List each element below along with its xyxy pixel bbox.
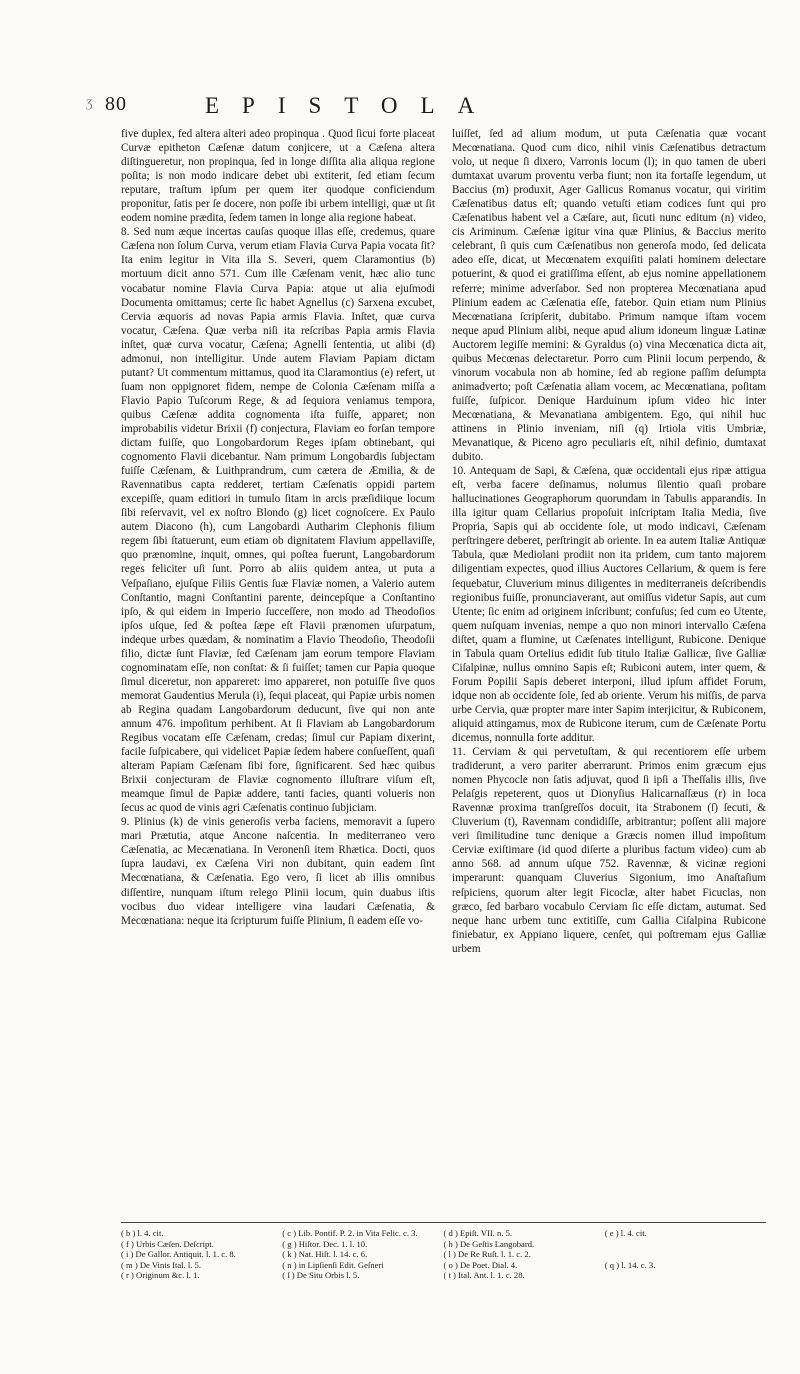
running-title: EPISTOLA bbox=[205, 93, 498, 118]
paragraph: five duplex, fed altera alteri adeo propinqua . Quod ſicui forte placeat Curvæ epitheton Cæſenæ datum conjicere, ut a Cæſena altera diſtingueretur, non propinqua, ſed in longe diſſita alia aliqua regione poſita; is non modo indicare debet ubi extiterit, ſed etiam ſecum reputare, traſtum ipſum per quem iter quodque conficiendum proponitur, ſatis per ſe docere, non poſſe ibi urbem intelligi, quæ ut ſit eodem nomine prædita, ſedem tamen in longe alia regione habeat. bbox=[121, 128, 435, 225]
footnote bbox=[605, 1270, 766, 1281]
footnote: ( l ) De Re Ruſt. l. 1. c. 2. bbox=[443, 1249, 531, 1260]
footnote: ( g ) Hiſtor. Dec. 1. l. 10. bbox=[282, 1238, 368, 1249]
footnote: ( ſ ) De Situ Orbis l. 5. bbox=[282, 1270, 360, 1281]
footnote-row bbox=[121, 1228, 766, 1239]
footnote: ( f ) Urbis Cæſen. Deſcript. bbox=[121, 1238, 214, 1249]
footnote bbox=[605, 1249, 766, 1260]
footnote: ( i ) De Gallor. Antiquit. l. 1. c. 8. bbox=[121, 1249, 236, 1260]
footnote-row bbox=[121, 1239, 766, 1250]
footnote: ( b ) l. 4. cit. bbox=[121, 1228, 164, 1238]
footnote: ( o ) De Poet. Dial. 4. bbox=[443, 1259, 518, 1270]
footnote-row bbox=[121, 1260, 766, 1271]
paragraph: luiſſet, ſed ad alium modum, ut puta Cæſenatia quæ vocant Mecœnatiana. Quod cum dico, nihil vinis Cæſenatibus detractum volo, ut neque ſi dixero, Varronis locum (l); in quo tamen de uberi dumtaxat uvarum proventu verba fiunt; non ita fortaſſe legendum, ut Baccius (m) produxit, Ager Gallicus Romanus vocatur, qui viritim Cæſenatibus datus eſt; quando vetuſti etiam codices ſunt qui pro Cæſenatibus habent vel a Cæſare, aut, ſicuti nunc editum (n) video, cis Ariminum. Cæſenæ igitur vina quæ Plinius, & Baccius merito celebrant, ſi quis cum Cæſenatibus non generoſa modo, ſed delicata adeo eſſe, dicat, ut Mecœnatem exquiſiti palati hominem delectare potuerint, & quod ei gratiſſima eſſent, ab ejus nomine appellationem referre; minime adverſabor. Sed non propterea Mecœnatiana apud Plinium eadem ac Cæſenatia eſſe, fatebor. Quin etiam num Plinius Mecœnatiana ſcripſerit, dubitabo. Primum namque iſtam vocem neque apud Plinium alibi, neque apud alium idoneum linguæ Latinæ Auctorem legiſſe memini: & Gyraldus (o) vina Mecœnatica dicta ait, quibus Mecœnas delectaretur. Porro cum Plinii locum perpendo, & vinorum vocabula non ab homine, ſed ab regione paſſim deſumpta animadverto; poſt Cæſenatia aliam vocem, ac Mecœnatiana, poſitam fuiſſe, ſuſpicor. Denique Harduinum ipſum video hic inter Mecœnatiana, & Mevanatiana ambigentem. Ego, qui nihil huc attinens in Plinio inveniam, niſi (q) Irtiola vitis Umbriæ, Mevanatique, & Piceno agro peculiaris eſt, nihil definio, dumtaxat dubito. bbox=[452, 128, 766, 464]
footnote: ( e ) l. 4. cit. bbox=[604, 1228, 647, 1238]
footnote: ( h ) De Geſtis Langobard. bbox=[443, 1238, 535, 1249]
footnote: ( t ) Ital. Ant. l. 1. c. 28. bbox=[443, 1270, 525, 1281]
footnote: ( d ) Epiſt. VII. n. 5. bbox=[443, 1228, 513, 1238]
corner-mark: Ʒ bbox=[86, 96, 93, 110]
footnote: ( m ) De Vinis Ital. l. 5. bbox=[121, 1259, 201, 1270]
footnote-row bbox=[121, 1249, 766, 1260]
left-column bbox=[121, 127, 435, 1209]
paragraph: 10. Antequam de Sapi, & Cæſena, quæ occidentali ejus ripæ attigua eſt, verba facere deſinamus, nolumus ſilentio quaſi probare hallucinationes Geographorum quorundam in Tabulis apparandis. In illa igitur quam Cellarius propoſuit inſcriptam Italia Media, ſive Propria, Sapis qui ab occidente ſole, ut modo indicavi, Cæſenam perſtringere deberet, perſtringit ab oriente. In ea autem Italiæ Antiquæ Tabula, quæ Mediolani prodiit non ita pridem, cum tanto majorem diligentiam expectes, quod illius Auctores Cellarium, & quem is fere ſequebatur, Cluverium minus diligentes in mediterraneis deſcribendis regionibus fuiſſe, pronunciaverant, aut omiſſus videtur Sapis, aut cum Utente; ſic enim ad originem inſcribunt; confuſus; ſed cum eo Utente, quem nuſquam invenias, nempe a quo non minori intervallo Cæſena diſtet, quam a flumine, ut Cæſenates intelligunt, Rubicone. Denique in Tabula quam Ortelius edidit ſub titulo Italiæ Gallicæ, ſive Galliæ Ciſalpinæ, nullus omnino Sapis eſt; Rubiconi autem, inter quem, & Forum Popilii Sapis deberet interponi, illud ipſum affidet Forum, idque non ab occidente ſole, ſed ab oriente. Verum his miſſis, de parva urbe Cervia, quæ propter mare inter Sapim interjicitur, & Rubiconem, aliquid attingamus, mox de Rubicone iterum, cum de Cæſenate Portu dicemus, nonnulla forte additur. bbox=[452, 465, 766, 745]
paragraph: 11. Cerviam & qui pervetuſtam, & qui recentiorem eſſe urbem tradiderunt, a vero pariter aberrarunt. Primos enim græcum ejus nomen Phycocle non ſatis adjuvat, quod ſi ipſi a Theſſalis illis, ſive Pelaſgis repeterent, quos ut Dionyſius Halicarnaſſæus (r) in loca Ravennæ proxima tranſgreſſos docuit, ita Strabonem (ſ) ſecuti, & Cluverium (t), Ravennam condidiſſe, arbitrantur; poſſent alii majore veri ſimilitudine tunc denique a Græcis nomen illud impoſitum Cerviæ exiſtimare (id quod diſerte a pluribus factum video) cum ab anno 568. ad annum uſque 752. Ravennæ, & vicinæ regioni imperarunt: quanquam Cluverius Sigonium, imo Anaſtaſium reſpiciens, quorum alter legit Ficoclæ, alter habet Ficuclas, non græco, ſed barbaro vocabulo Cerviam ſic eſſe dictam, autumat. Sed neque hanc urbem tunc extitiſſe, cum Gallia Ciſalpina Rubicone finiebatur, ex Appiano liquere, cenſet, qui poſtremam ejus Galliæ urbem bbox=[452, 746, 766, 955]
footnote: ( c ) Lib. Pontif. P. 2. in Vita Felic. c. 3. bbox=[282, 1228, 418, 1238]
footnotes bbox=[121, 1228, 766, 1281]
paragraph: 8. Sed num æque incertas cauſas quoque illas eſſe, credemus, quare Cæſena non ſolum Curva, verum etiam Flavia Curva Papia vocata ſit? Ita enim legitur in Vita illa S. Severi, quem Claramontius (b) mortuum dicit anno 571. Cum ille Cæſenam venit, hæc alio tunc vocabatur nomine Flavia Curva Papia: atque ut alia ejuſmodi Documenta omittamus; certe ſic habet Agnellus (c) Sarxena excubet, Cervia æquoris ad novas Papia armis Flavia. Inſtet, quæ curva vocatur, Cæſena. Quæ verba niſi ita reſcribas Papia armis Flavia inſtet, quæ curva vocatur, Cæſena; Agnelli ſententia, ut alibi (d) admonui, non intelligitur. Unde autem Flaviam Papiam dictam putant? Ut commentum mittamus, quod ita Claramontius (e) refert, ut ſuam non oppignoret fidem, nempe de Colonia Cæſenam miſſa a Flavio Papio Tuſcorum Rege, & ad ſequiora veniamus tempora, quibus Cæſenæ addita cognomenta iſta fuiſſe, apparet; non improbabilis videtur Brixii (f) conjectura, Flaviam eo forſan tempore dictam fuiſſe, quo Longobardorum Reges ipſam obtinebant, qui cognomento Flavii dicebantur. Nam primum Longobardis ſubjectam fuiſſe Cæſenam, & Luithprandrum, cum cætera de Æmilia, & de Ravennatibus capta redderet, tertiam Cæſenatis oppidi partem excepiſſe, quam editiori in tumulo ſitam in arcis præſidiique locum ſibi reſervavit, vel ex noſtro Blondo (g) licet cognoſcere. Ex Paulo autem Diacono (h), cum Langobardi Autharim Clephonis filium regem ſibi ſtatuerunt, eum etiam ob dignitatem Flavium appellaviſſe, quo prænomine, inquit, omnes, qui poſtea fuerunt, Langobardorum reges feliciter uſi ſunt. Porro ab aliis quidem antea, ut puta a Veſpaſiano, ejuſque Filiis Gentis ſuæ Flaviæ nomen, a Valerio autem Conſtantio, magni Conſtantini parente, deincepſque a Conſtantino ipſo, & qui eidem in Imperio ſucceſſere, non modo ad Theodoſios ipſos uſque, ſed & poſtea ſæpe eſt Flavii prænomen uſurpatum, indeque urbes quædam, & nominatim a Flavio Theodoſio, Theodoſii filio, dictæ ſunt Flaviæ, ſed Cæſenam jam eorum tempore Flaviam cognominatam eſſe, non conſtat: & ſi fuiſſet; tamen cur Papia quoque ſimul diceretur, non appareret: imo appareret, non potuiſſe ſive quos memorat Gaudentius Merula (i), ſequi placeat, qui Papiæ urbis nomen ab Regina quadam Langobardorum deducunt, ſive qui non ante annum 476. impoſitum perhibent. At ſi Flaviam ab Langobardorum Regibus vocatam eſſe Cæſenam, credas; ſimul cur Papiam dixerint, facile ſuſpicabere, qui videlicet Papiæ ſedem habere conſueſſent, quaſi alteram Papiam Cæſenam ſibi fore, ſignificarent. Sed hæc quibus Brixii conjecturam de Flaviæ cognomento illuſtrare viſum eſt, meamque ſimul de Papiæ addere, tanti facies, quanti volueris non ſecus ac quod de vinis agri Cæſenatis continuo ſubjiciam. bbox=[121, 226, 435, 815]
page-number: 80 bbox=[105, 93, 127, 115]
footnote-divider bbox=[121, 1222, 766, 1223]
footnote: ( k ) Nat. Hiſt. l. 14. c. 6. bbox=[282, 1249, 368, 1260]
footnote: ( r ) Originum &c. l. 1. bbox=[121, 1270, 200, 1281]
footnote-row bbox=[121, 1270, 766, 1281]
right-column bbox=[452, 127, 766, 1209]
running-head bbox=[105, 93, 755, 129]
paragraph: 9. Plinius (k) de vinis generoſis verba faciens, memoravit a ſupero mari Prætutia, atque Ancone naſcentia. In mediterraneo vero Cæſenatia, ac Mecænatiana. In Veronenſi item Rhætica. Docti, quos ſupra laudavi, ex Cæſena Viri non dubitant, quin eadem ſint Mecœnatiana, & Cæſenatia. Ego vero, ſi licet ab illis omnibus diſſentire, nunquam iſtum relego Plinii locum, quin duabus iſtis vocibus duo videar intelligere vina laudari Cæſenatia, & Mecœnatiana: neque ita ſcripturum fuiſſe Plinium, ſi eadem eſſe vo- bbox=[121, 816, 435, 927]
footnote: ( q ) l. 14. c. 3. bbox=[604, 1259, 656, 1270]
footnote: ( n ) in Lipſienſi Edit. Geſneri bbox=[282, 1259, 384, 1270]
footnote bbox=[605, 1239, 766, 1250]
